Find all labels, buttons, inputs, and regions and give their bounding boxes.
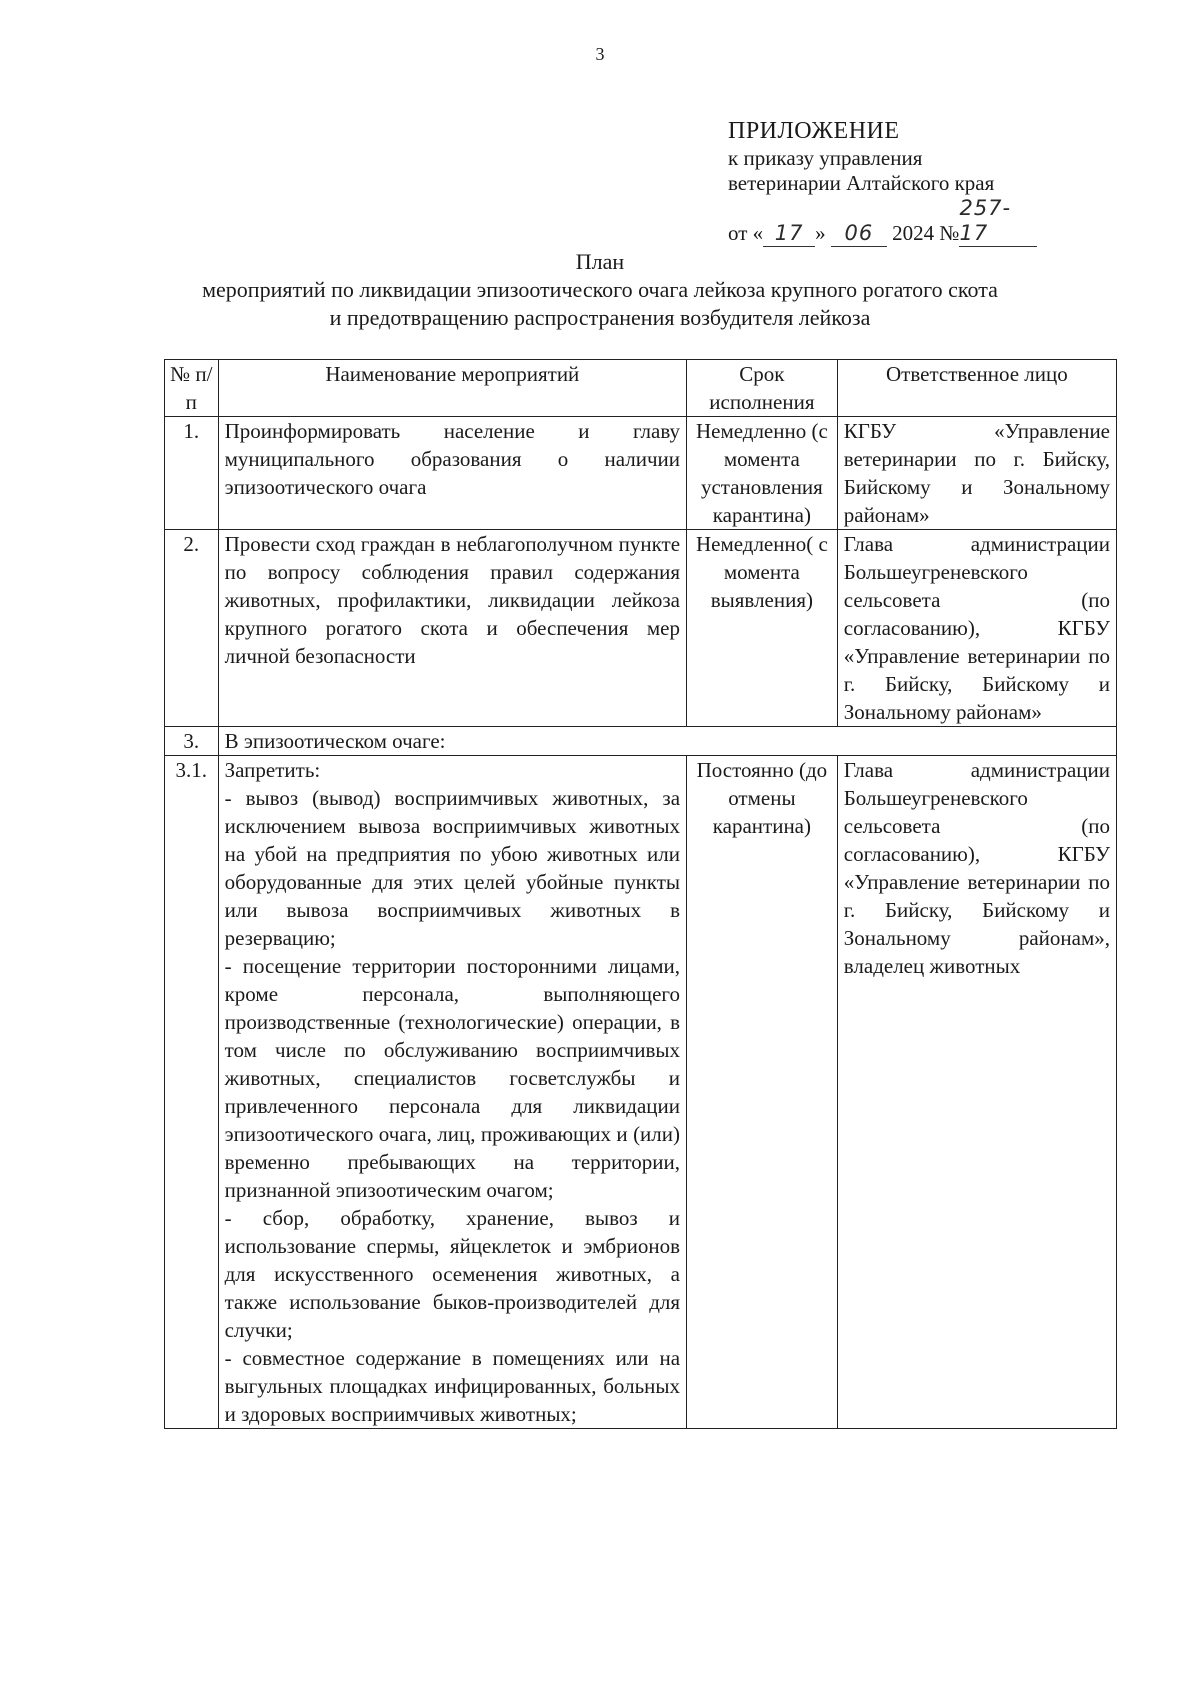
date-month: 06: [831, 221, 887, 247]
row-3-1-term: Постоянно (до отмены карантина): [687, 756, 838, 1429]
header-responsible: Ответственное лицо: [837, 360, 1116, 417]
header-name: Наименование мероприятий: [218, 360, 686, 417]
order-number: 257-17: [959, 196, 1037, 247]
row-2-responsible: Глава администрации Большеугреневского сельсовета (по согласованию), КГБУ «Управление ветеринарии по г. Бийску, Бийскому и Зональному районам»: [837, 530, 1116, 727]
header-term: Срок исполнения: [687, 360, 838, 417]
list-item: - посещение территории посторонними лицами, кроме персонала, выполняющего производственные (технологические) операции, в том числе по обслуживанию восприимчивых животных, специалистов госветслужбы и привлеченного персонала для ликвидации эпизоотического очага, лиц, проживающих и (или) временно пребывающих на территории, признанной эпизоотическим очагом;: [224, 954, 681, 1202]
title-line-1: План: [575, 249, 625, 274]
row-2-term: Немедленно( с момента выявления): [687, 530, 838, 727]
list-item: - совместное содержание в помещениях или на выгульных площадках инфицированных, больных и здоровых восприимчивых животных;: [224, 1346, 681, 1426]
row-3-1-intro: Запретить:: [224, 758, 321, 782]
appendix-line-1: к приказу управления: [728, 146, 923, 170]
row-3-1-responsible: Глава администрации Большеугреневского сельсовета (по согласованию), КГБУ «Управление ветеринарии по г. Бийску, Бийскому и Зональному районам», владелец животных: [837, 756, 1116, 1429]
page-number: 3: [595, 44, 605, 64]
table-row: [165, 530, 1117, 727]
row-2-name: Провести сход граждан в неблагополучном пункте по вопросу соблюдения правил содержания животных, профилактики, ликвидации лейкоза крупного рогатого скота и обеспечения мер личной безопасности: [218, 530, 686, 727]
list-item: - сбор, обработку, хранение, вывоз и использование спермы, яйцеклеток и эмбрионов для искусственного осеменения животных, а также использование быков-производителей для случки;: [224, 1206, 681, 1342]
row-3-1-name: [218, 756, 686, 1429]
date-prefix: от «: [728, 221, 764, 245]
plan-title: [0, 248, 1200, 332]
list-item: - вывоз (вывод) восприимчивых животных, за исключением вывоза восприимчивых животных на убой на предприятия по убою животных или оборудованные для этих целей убойные пункты или вывоза восприимчивых животных в резервацию;: [224, 786, 681, 950]
table-row: [165, 727, 1117, 756]
row-1-responsible: КГБУ «Управление ветеринарии по г. Бийску, Бийскому и Зональному районам»: [837, 417, 1116, 530]
table-row: [165, 756, 1117, 1429]
title-line-3: и предотвращению распространения возбудителя лейкоза: [329, 305, 871, 330]
appendix-date-line: [728, 196, 1037, 247]
title-line-2: мероприятий по ликвидации эпизоотического очага лейкоза крупного рогатого скота: [202, 277, 998, 302]
row-3-num: 3.: [165, 727, 219, 756]
row-1-num: 1.: [165, 417, 219, 530]
header-num: № п/п: [165, 360, 219, 417]
row-3-1-num: 3.1.: [165, 756, 219, 1429]
date-sep: »: [815, 221, 826, 245]
row-1-term: Немедленно (с момента установления карантина): [687, 417, 838, 530]
appendix-line-2: ветеринарии Алтайского края: [728, 171, 995, 195]
appendix-heading: ПРИЛОЖЕНИЕ: [728, 118, 900, 144]
table-row: [165, 417, 1117, 530]
plan-table: [164, 359, 1117, 1429]
row-1-name: Проинформировать население и главу муниципального образования о наличии эпизоотического очага: [218, 417, 686, 530]
table-header-row: [165, 360, 1117, 417]
date-year: 2024 №: [892, 221, 960, 245]
date-day: 17: [763, 221, 815, 247]
row-3-name: В эпизоотическом очаге:: [218, 727, 1116, 756]
appendix-block: [728, 116, 1037, 247]
row-2-num: 2.: [165, 530, 219, 727]
